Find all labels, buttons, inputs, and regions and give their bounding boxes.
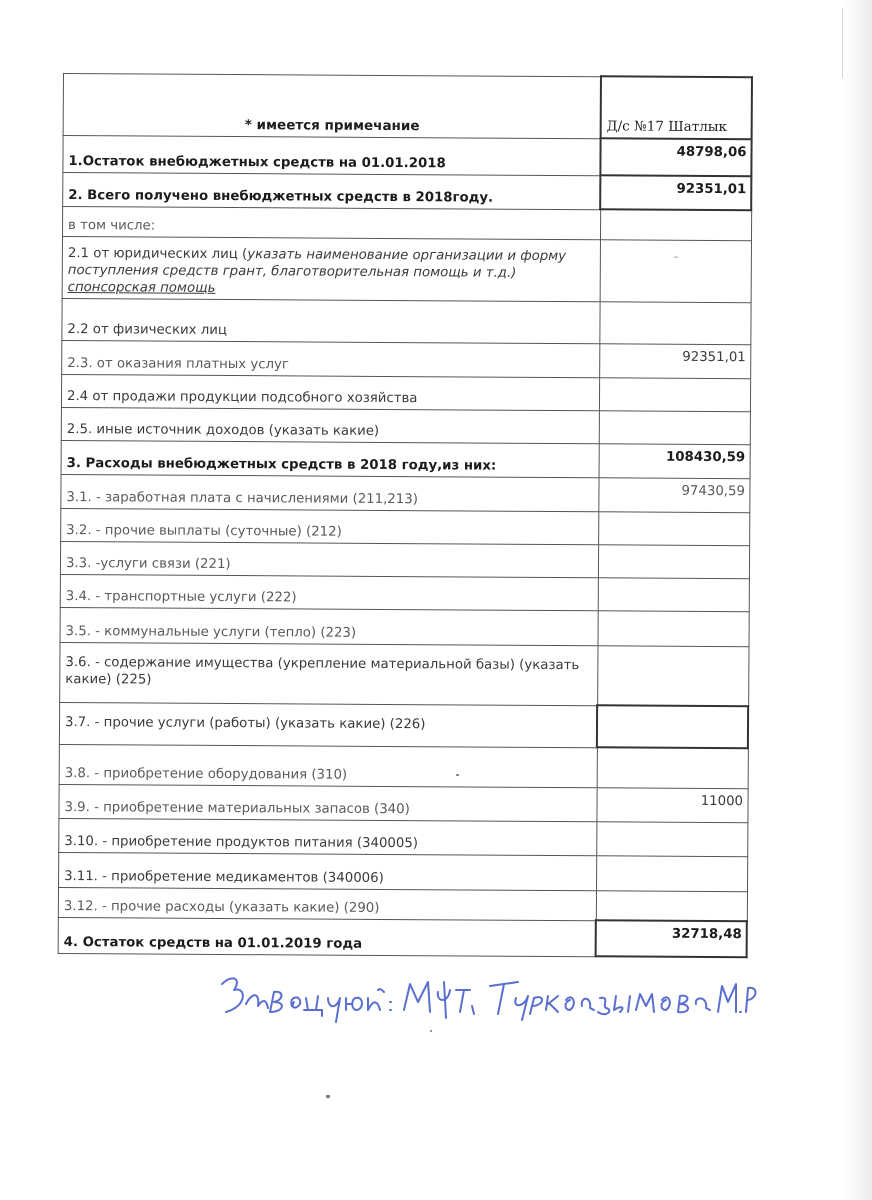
row-label: в том числе: [62, 206, 600, 239]
row-value [596, 821, 747, 856]
table-row [60, 541, 749, 578]
row-label: 3.10. - приобретение продуктов питания (340005) [59, 818, 597, 855]
table-row [61, 440, 750, 478]
table-row [60, 642, 749, 706]
row-value [598, 544, 749, 578]
table-row [60, 574, 749, 611]
table-row [58, 917, 747, 957]
row-label-composite [62, 236, 600, 301]
table-row [59, 702, 748, 748]
table-row [59, 852, 748, 891]
table-row [62, 340, 751, 378]
row-label: 3.5. - коммунальные услуги (тепло) (223) [60, 607, 598, 645]
table-row [60, 607, 749, 646]
page-edge-shadow [844, 0, 872, 1200]
table-row [63, 135, 752, 176]
row-value: 48798,06 [600, 138, 751, 176]
header-column-title: Д/с №17 Шатлык [601, 76, 752, 139]
table-row [61, 374, 750, 411]
row-label: 3.4. - транспортные услуги (222) [60, 574, 598, 610]
row-label: 2. Всего получено внебюджетных средств в 2018году. [63, 172, 601, 209]
row-label: 3. Расходы внебюджетных средств в 2018 году,из них: [61, 440, 599, 477]
row-label: 2.4 от продажи продукции подсобного хозяйства [61, 374, 599, 410]
row-value [598, 610, 749, 646]
row-label: 3.1. - заработная плата с начислениями (211,213) [61, 474, 599, 511]
row-value [596, 890, 747, 921]
row-label-plain: 2.1 от юридических лиц ( [67, 245, 248, 262]
table-row [62, 236, 751, 302]
row-label: 2.2 от физических лиц [62, 298, 600, 343]
row-value [598, 511, 749, 545]
row-label: 3.2. - прочие выплаты (суточные) (212) [61, 508, 599, 544]
row-value: 11000 [596, 787, 747, 822]
table-row [59, 784, 748, 822]
row-value [600, 209, 751, 240]
table-row [62, 298, 751, 344]
table-row [63, 172, 752, 210]
table-header-row [63, 73, 752, 139]
row-value: 92351,01 [600, 175, 751, 210]
row-value [599, 301, 750, 344]
table-row [61, 407, 750, 444]
row-value: 97430,59 [598, 477, 749, 512]
row-label: 3.6. - содержание имущества (укрепление материальной базы) (указать какие) (225) [60, 642, 598, 705]
row-label: 2.5. иные источник доходов (указать какие) [61, 407, 599, 443]
row-label: 3.11. - приобретение медикаментов (340006) [59, 852, 597, 890]
row-value: 92351,01 [599, 343, 750, 378]
row-value: 32718,48 [596, 920, 747, 957]
table-row [59, 818, 748, 856]
row-label: 3.9. - приобретение материальных запасов (340) [59, 784, 597, 821]
table-row [58, 887, 747, 921]
row-value [596, 855, 747, 891]
row-label-hint: указать наименование организации и форму поступления средств грант, благотворительная помощь и т.д.) [67, 246, 567, 281]
scan-speck [456, 774, 459, 776]
row-label: 3.7. - прочие услуги (работы) (указать какие) (226) [59, 702, 597, 747]
scan-speck [326, 1095, 330, 1098]
row-value [599, 377, 750, 411]
row-label: 4. Остаток средств на 01.01.2019 года [58, 917, 596, 956]
header-note: * имеется примечание [63, 73, 601, 138]
row-value [597, 747, 748, 788]
row-label: 2.3. от оказания платных услуг [62, 340, 600, 377]
row-value: 108430,59 [599, 443, 750, 478]
row-label: 3.3. -услуги связи (221) [60, 541, 598, 577]
extrabudget-report-table [58, 72, 753, 958]
row-value [597, 705, 748, 748]
row-value: - [600, 239, 751, 302]
row-value [597, 645, 748, 706]
table-row [59, 744, 748, 788]
row-label: 3.8. - приобретение оборудования (310) [59, 744, 597, 787]
row-value [599, 410, 750, 444]
row-label-underlined: спонсорская помощь [67, 279, 216, 296]
table-row [62, 206, 751, 240]
row-label: 1.Остаток внебюджетных средств на 01.01.2018 [63, 135, 601, 175]
page-edge-line [842, 8, 843, 78]
row-label: 3.12. - прочие расходы (указать какие) (290) [58, 887, 596, 920]
table-row [61, 474, 750, 512]
scan-speck [430, 1030, 432, 1032]
row-value [598, 577, 749, 611]
table-row [61, 508, 750, 545]
signature-drawing [218, 962, 758, 1032]
handwritten-signature [218, 962, 758, 1032]
